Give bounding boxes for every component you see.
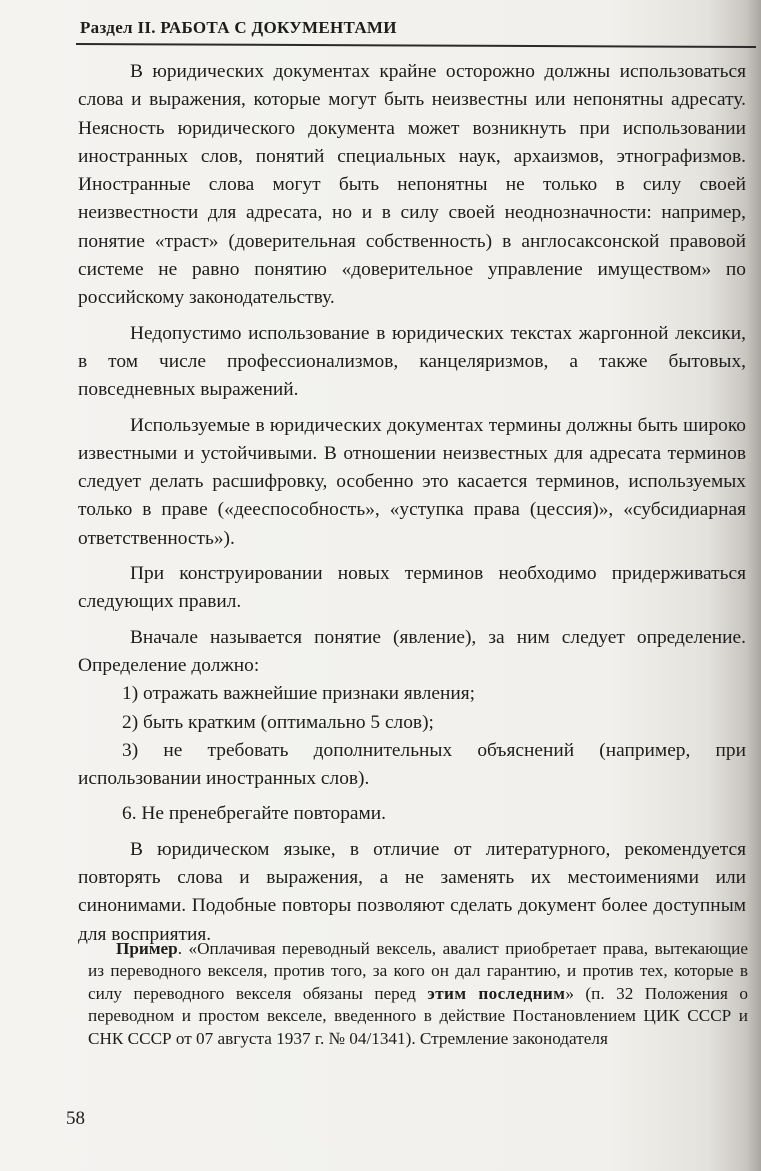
page-number: 58 xyxy=(66,1108,85,1129)
main-text xyxy=(78,58,746,949)
list-item: 2) быть кратким (оптимально 5 слов); xyxy=(122,711,434,733)
paragraph: При конструировании новых терминов необходимо придерживаться следующих правил. xyxy=(78,563,746,613)
paragraph: В юридическом языке, в отличие от литературного, рекомендуется повторять слова и выражения, а не заменять их местоимениями или синонимами. Подобные повторы позволяют сделать документ более доступным для восприятия. xyxy=(78,838,746,945)
header-rule xyxy=(76,43,756,48)
section-point: 6. Не пренебрегайте повторами. xyxy=(122,803,386,825)
running-header: Раздел II. РАБОТА С ДОКУМЕНТАМИ xyxy=(80,18,397,37)
example-paragraph xyxy=(88,938,748,1050)
example-text: » (п. 32 Положения о переводном и простом векселе, введенного в действие Постановлением ЦИК СССР и СНК СССР от 07 августа 1937 г. № 04/1341). Стремление законодателя xyxy=(88,983,748,1048)
example-block xyxy=(88,938,748,1050)
paragraph: Недопустимо использование в юридических текстах жаргонной лексики, в том числе профессионализмов, канцеляризмов, а также бытовых, повседневных выражений. xyxy=(78,322,746,401)
list-item: 3) не требовать дополнительных объяснений (например, при использовании иностранных слов). xyxy=(78,739,746,790)
example-emphasis: этим последним xyxy=(427,983,566,1003)
paragraph: В юридических документах крайне осторожно должны использоваться слова и выражения, которые могут быть неизвестны или непонятны адресату. Неясность юридического документа может возникнуть при использовании иностранных слов, понятий специальных наук, архаизмов, этнографизмов. Иностранные слова могут быть непонятны не только в силу своей неизвестности для адресата, но и в силу своей неоднозначности: например, понятие «траст» (доверительная собственность) в англосаксонской правовой системе не равно понятию «доверительное управление имуществом» по российскому законодательству. xyxy=(78,61,746,309)
list-item: 1) отражать важнейшие признаки явления; xyxy=(122,683,476,705)
example-text: . «Оплачивая переводный вексель, авалист приобретает права, вытекающие из переводного векселя, против того, за кого он дал гарантию, и против тех, которые в силу переводного векселя обязаны перед xyxy=(88,939,748,1003)
paragraph: Используемые в юридических документах термины должны быть широко известными и устойчивыми. В отношении неизвестных для адресата терминов следует делать расшифровку, особенно это касается терминов, используемых только в праве («дееспособность», «уступка права (цессия)», «субсидиарная ответственность»). xyxy=(78,414,746,549)
paragraph: Вначале называется понятие (явление), за ним следует определение. Определение должно: xyxy=(78,626,746,676)
example-label: Пример xyxy=(116,939,178,958)
